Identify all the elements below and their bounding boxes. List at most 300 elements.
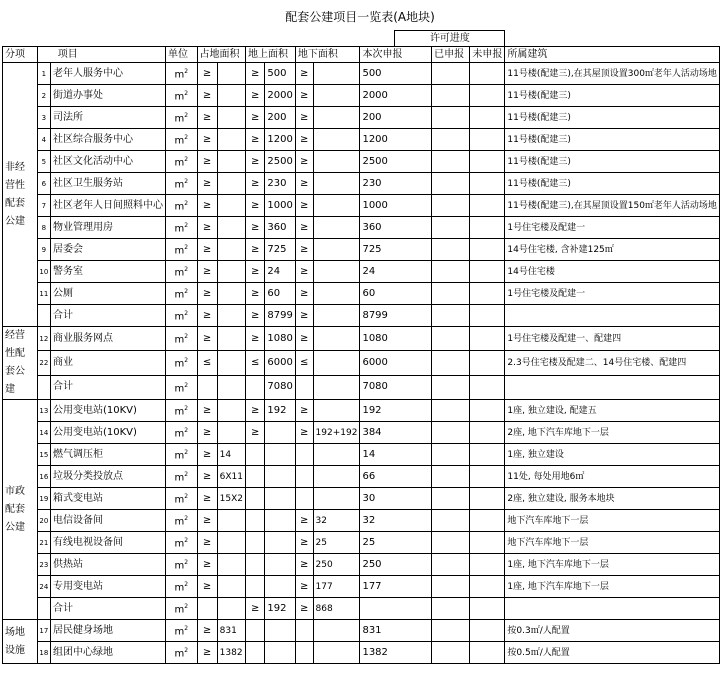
current-value: 7080 <box>360 375 432 399</box>
building-cell: 2座, 地下汽车库地下一层 <box>505 422 720 444</box>
below-sign: ≥ <box>295 261 313 283</box>
table-row <box>3 598 720 620</box>
unit-exponent: 2 <box>184 536 189 544</box>
land-sign: ≥ <box>197 129 217 151</box>
current-value: 384 <box>360 422 432 444</box>
below-sign <box>295 375 313 399</box>
unit-cell <box>166 305 198 327</box>
row-number: 3 <box>37 107 50 129</box>
above-value: 192 <box>265 598 295 620</box>
building-cell: 1座, 地下汽车库地下一层 <box>505 554 720 576</box>
unit-cell <box>166 554 198 576</box>
header-category: 分项 <box>3 47 38 63</box>
land-value: 14 <box>217 444 245 466</box>
unit-exponent: 2 <box>184 470 189 478</box>
unit-symbol: m <box>174 516 185 528</box>
land-sign: ≥ <box>197 642 217 664</box>
project-name: 物业管理用房 <box>51 217 166 239</box>
above-sign: ≥ <box>246 283 265 305</box>
land-sign: ≥ <box>197 239 217 261</box>
above-sign: ≥ <box>246 85 265 107</box>
land-value <box>217 261 245 283</box>
land-value <box>217 173 245 195</box>
above-sign: ≥ <box>246 173 265 195</box>
unit-exponent: 2 <box>184 265 189 273</box>
below-sign: ≥ <box>295 107 313 129</box>
pending-value <box>470 261 505 283</box>
below-value <box>313 466 360 488</box>
building-cell: 按0.3㎡/人配置 <box>505 620 720 642</box>
project-name: 老年人服务中心 <box>51 63 166 85</box>
current-value: 25 <box>360 532 432 554</box>
row-number: 5 <box>37 151 50 173</box>
land-value <box>217 375 245 399</box>
row-number: 2 <box>37 85 50 107</box>
below-value <box>313 63 360 85</box>
unit-exponent: 2 <box>184 602 189 610</box>
unit-exponent: 2 <box>184 558 189 566</box>
header-land: 占地面积 <box>197 47 245 63</box>
table-row <box>3 63 720 85</box>
below-sign: ≤ <box>295 351 313 375</box>
table-row <box>3 510 720 532</box>
applied-value <box>432 173 470 195</box>
pending-value <box>470 151 505 173</box>
table-row <box>3 400 720 422</box>
current-value: 831 <box>360 620 432 642</box>
above-sign: ≥ <box>246 598 265 620</box>
pending-value <box>470 217 505 239</box>
pending-value <box>470 532 505 554</box>
land-sign: ≥ <box>197 85 217 107</box>
table-row <box>3 532 720 554</box>
pending-value <box>470 554 505 576</box>
facility-table <box>2 30 720 664</box>
project-name: 合计 <box>51 598 166 620</box>
unit-cell <box>166 598 198 620</box>
unit-symbol: m <box>174 582 185 594</box>
unit-exponent: 2 <box>184 67 189 75</box>
building-cell: 11号楼(配建三) <box>505 173 720 195</box>
table-row <box>3 554 720 576</box>
table-row <box>3 283 720 305</box>
building-cell: 1号住宅楼及配建一 <box>505 217 720 239</box>
row-number: 22 <box>37 351 50 375</box>
above-sign: ≥ <box>246 239 265 261</box>
table-row <box>3 217 720 239</box>
current-value: 1200 <box>360 129 432 151</box>
land-sign: ≥ <box>197 620 217 642</box>
above-sign: ≥ <box>246 422 265 444</box>
row-number: 15 <box>37 444 50 466</box>
unit-cell <box>166 85 198 107</box>
project-name: 有线电视设备间 <box>51 532 166 554</box>
building-cell <box>505 598 720 620</box>
below-sign: ≥ <box>295 173 313 195</box>
above-value: 230 <box>265 173 295 195</box>
applied-value <box>432 375 470 399</box>
above-sign: ≥ <box>246 305 265 327</box>
land-value <box>217 239 245 261</box>
unit-symbol: m <box>174 157 185 169</box>
below-sign: ≥ <box>295 532 313 554</box>
applied-value <box>432 129 470 151</box>
table-row <box>3 620 720 642</box>
above-sign: ≥ <box>246 195 265 217</box>
land-value <box>217 576 245 598</box>
below-sign: ≥ <box>295 217 313 239</box>
applied-value <box>432 63 470 85</box>
unit-cell <box>166 488 198 510</box>
above-value: 8799 <box>265 305 295 327</box>
row-number: 23 <box>37 554 50 576</box>
above-value: 500 <box>265 63 295 85</box>
category-cell: 非经营性配套公建 <box>3 63 38 327</box>
unit-cell <box>166 283 198 305</box>
applied-value <box>432 151 470 173</box>
below-value <box>313 239 360 261</box>
below-value <box>313 488 360 510</box>
land-sign: ≥ <box>197 195 217 217</box>
unit-exponent: 2 <box>184 199 189 207</box>
applied-value <box>432 576 470 598</box>
below-value <box>313 351 360 375</box>
unit-symbol: m <box>174 626 185 638</box>
current-value: 1080 <box>360 327 432 351</box>
below-sign: ≥ <box>295 305 313 327</box>
unit-symbol: m <box>174 201 185 213</box>
unit-symbol: m <box>174 648 185 660</box>
row-number: 1 <box>37 63 50 85</box>
applied-value <box>432 642 470 664</box>
header-project: 项目 <box>37 47 165 63</box>
land-value <box>217 85 245 107</box>
table-row <box>3 375 720 399</box>
unit-exponent: 2 <box>184 177 189 185</box>
unit-cell <box>166 620 198 642</box>
unit-exponent: 2 <box>184 381 189 389</box>
above-value <box>265 554 295 576</box>
unit-cell <box>166 576 198 598</box>
building-cell: 11号楼(配建三) <box>505 151 720 173</box>
unit-symbol: m <box>174 472 185 484</box>
header-row-1 <box>3 31 720 47</box>
header-building: 所属建筑 <box>505 47 720 63</box>
land-sign: ≥ <box>197 63 217 85</box>
unit-cell <box>166 129 198 151</box>
pending-value <box>470 63 505 85</box>
land-sign: ≥ <box>197 327 217 351</box>
pending-value <box>470 239 505 261</box>
row-number <box>37 305 50 327</box>
land-value <box>217 305 245 327</box>
table-row <box>3 466 720 488</box>
above-value: 24 <box>265 261 295 283</box>
header-row-2 <box>3 47 720 63</box>
land-sign <box>197 375 217 399</box>
building-cell: 1号住宅楼及配建一、配建四 <box>505 327 720 351</box>
above-sign <box>246 488 265 510</box>
applied-value <box>432 466 470 488</box>
unit-cell <box>166 261 198 283</box>
above-sign <box>246 532 265 554</box>
above-value: 2000 <box>265 85 295 107</box>
above-value: 60 <box>265 283 295 305</box>
land-sign: ≥ <box>197 400 217 422</box>
applied-value <box>432 598 470 620</box>
above-sign: ≥ <box>246 400 265 422</box>
land-value <box>217 63 245 85</box>
unit-cell <box>166 327 198 351</box>
current-value: 1000 <box>360 195 432 217</box>
applied-value <box>432 510 470 532</box>
above-sign: ≥ <box>246 151 265 173</box>
below-value <box>313 261 360 283</box>
pending-value <box>470 327 505 351</box>
building-cell: 14号住宅楼, 含补建125㎡ <box>505 239 720 261</box>
row-number: 16 <box>37 466 50 488</box>
pending-value <box>470 444 505 466</box>
below-value <box>313 444 360 466</box>
unit-symbol: m <box>174 382 185 394</box>
unit-symbol: m <box>174 289 185 301</box>
unit-exponent: 2 <box>184 333 189 340</box>
below-value <box>313 217 360 239</box>
category-cell: 场地设施 <box>3 620 38 664</box>
land-sign: ≥ <box>197 217 217 239</box>
applied-value <box>432 351 470 375</box>
below-value <box>313 85 360 107</box>
land-value <box>217 327 245 351</box>
pending-value <box>470 351 505 375</box>
project-name: 供热站 <box>51 554 166 576</box>
project-name: 商业服务网点 <box>51 327 166 351</box>
unit-symbol: m <box>174 311 185 323</box>
unit-exponent: 2 <box>184 155 189 163</box>
header-pending: 未申报 <box>470 47 505 63</box>
unit-exponent: 2 <box>184 243 189 251</box>
land-value <box>217 195 245 217</box>
land-value <box>217 422 245 444</box>
row-number <box>37 598 50 620</box>
building-cell: 1座, 独立建设 <box>505 444 720 466</box>
current-value: 2500 <box>360 151 432 173</box>
above-value: 7080 <box>265 375 295 399</box>
below-value <box>313 151 360 173</box>
applied-value <box>432 107 470 129</box>
pending-value <box>470 107 505 129</box>
land-sign: ≥ <box>197 554 217 576</box>
applied-value <box>432 422 470 444</box>
pending-value <box>470 598 505 620</box>
current-value: 200 <box>360 107 432 129</box>
current-value: 30 <box>360 488 432 510</box>
unit-exponent: 2 <box>184 624 189 632</box>
row-number: 6 <box>37 173 50 195</box>
current-value: 230 <box>360 173 432 195</box>
pending-value <box>470 466 505 488</box>
land-value <box>217 400 245 422</box>
below-sign: ≥ <box>295 195 313 217</box>
current-value: 177 <box>360 576 432 598</box>
applied-value <box>432 85 470 107</box>
unit-exponent: 2 <box>184 492 189 500</box>
unit-exponent: 2 <box>184 287 189 295</box>
current-value: 1382 <box>360 642 432 664</box>
below-sign: ≥ <box>295 598 313 620</box>
below-sign <box>295 620 313 642</box>
above-sign <box>246 510 265 532</box>
below-value <box>313 620 360 642</box>
below-sign: ≥ <box>295 422 313 444</box>
unit-symbol: m <box>174 604 185 616</box>
unit-cell <box>166 217 198 239</box>
land-sign: ≥ <box>197 422 217 444</box>
current-value: 725 <box>360 239 432 261</box>
above-value <box>265 620 295 642</box>
land-value <box>217 129 245 151</box>
above-value: 1200 <box>265 129 295 151</box>
below-sign: ≥ <box>295 554 313 576</box>
current-value: 8799 <box>360 305 432 327</box>
applied-value <box>432 554 470 576</box>
project-name: 组团中心绿地 <box>51 642 166 664</box>
land-sign: ≥ <box>197 261 217 283</box>
above-value: 725 <box>265 239 295 261</box>
applied-value <box>432 488 470 510</box>
pending-value <box>470 488 505 510</box>
current-value: 6000 <box>360 351 432 375</box>
header-applied: 已申报 <box>432 47 470 63</box>
unit-cell <box>166 532 198 554</box>
project-name: 公厕 <box>51 283 166 305</box>
row-number: 19 <box>37 488 50 510</box>
pending-value <box>470 576 505 598</box>
project-name: 警务室 <box>51 261 166 283</box>
current-value: 66 <box>360 466 432 488</box>
above-value <box>265 576 295 598</box>
below-value: 25 <box>313 532 360 554</box>
unit-cell <box>166 195 198 217</box>
unit-symbol: m <box>174 406 185 418</box>
below-value <box>313 305 360 327</box>
below-sign: ≥ <box>295 400 313 422</box>
building-cell: 11号楼(配建三),在其屋顶设置150㎡老年人活动场地 <box>505 195 720 217</box>
applied-value <box>432 283 470 305</box>
unit-symbol: m <box>174 358 185 370</box>
unit-symbol: m <box>174 560 185 572</box>
land-sign: ≥ <box>197 107 217 129</box>
current-value: 2000 <box>360 85 432 107</box>
above-sign: ≥ <box>246 217 265 239</box>
row-number: 4 <box>37 129 50 151</box>
pending-value <box>470 422 505 444</box>
building-cell <box>505 305 720 327</box>
project-name: 合计 <box>51 305 166 327</box>
land-value: 6X11 <box>217 466 245 488</box>
above-sign <box>246 620 265 642</box>
land-value: 1382 <box>217 642 245 664</box>
above-sign: ≥ <box>246 63 265 85</box>
land-value <box>217 351 245 375</box>
project-name: 燃气调压柜 <box>51 444 166 466</box>
project-name: 社区卫生服务站 <box>51 173 166 195</box>
below-sign <box>295 444 313 466</box>
table-row <box>3 444 720 466</box>
row-number: 17 <box>37 620 50 642</box>
applied-value <box>432 239 470 261</box>
unit-cell <box>166 422 198 444</box>
land-sign: ≥ <box>197 576 217 598</box>
unit-symbol: m <box>174 450 185 462</box>
table-row <box>3 107 720 129</box>
current-value: 14 <box>360 444 432 466</box>
land-sign: ≥ <box>197 510 217 532</box>
table-row <box>3 642 720 664</box>
unit-cell <box>166 351 198 375</box>
pending-value <box>470 620 505 642</box>
current-value: 32 <box>360 510 432 532</box>
land-value: 15X2 <box>217 488 245 510</box>
row-number: 18 <box>37 642 50 664</box>
pending-value <box>470 400 505 422</box>
unit-cell <box>166 510 198 532</box>
below-value <box>313 107 360 129</box>
below-sign: ≥ <box>295 327 313 351</box>
row-number: 11 <box>37 283 50 305</box>
building-cell: 地下汽车库地下一层 <box>505 510 720 532</box>
above-sign <box>246 642 265 664</box>
project-name: 公用变电站(10KV) <box>51 400 166 422</box>
below-value <box>313 375 360 399</box>
above-value: 192 <box>265 400 295 422</box>
unit-symbol: m <box>174 91 185 103</box>
unit-exponent: 2 <box>184 221 189 229</box>
unit-symbol: m <box>174 428 185 440</box>
project-name: 社区综合服务中心 <box>51 129 166 151</box>
below-value <box>313 283 360 305</box>
project-name: 司法所 <box>51 107 166 129</box>
current-value: 192 <box>360 400 432 422</box>
unit-symbol: m <box>174 69 185 81</box>
project-name: 垃圾分类投放点 <box>51 466 166 488</box>
project-name: 公用变电站(10KV) <box>51 422 166 444</box>
above-value: 1000 <box>265 195 295 217</box>
unit-symbol: m <box>174 494 185 506</box>
land-sign: ≤ <box>197 351 217 375</box>
land-sign <box>197 598 217 620</box>
above-sign: ≥ <box>246 327 265 351</box>
table-row <box>3 351 720 375</box>
row-number: 8 <box>37 217 50 239</box>
unit-symbol: m <box>174 538 185 550</box>
below-value: 250 <box>313 554 360 576</box>
above-sign <box>246 576 265 598</box>
unit-symbol: m <box>174 245 185 257</box>
unit-symbol: m <box>174 223 185 235</box>
unit-exponent: 2 <box>184 448 189 456</box>
building-cell: 11号楼(配建三) <box>505 107 720 129</box>
unit-exponent: 2 <box>184 111 189 119</box>
building-cell: 按0.5㎡/人配置 <box>505 642 720 664</box>
land-value <box>217 217 245 239</box>
building-cell: 地下汽车库地下一层 <box>505 532 720 554</box>
header-below: 地下面积 <box>295 47 360 63</box>
current-value: 250 <box>360 554 432 576</box>
project-name: 电信设备间 <box>51 510 166 532</box>
above-value: 360 <box>265 217 295 239</box>
project-name: 箱式变电站 <box>51 488 166 510</box>
